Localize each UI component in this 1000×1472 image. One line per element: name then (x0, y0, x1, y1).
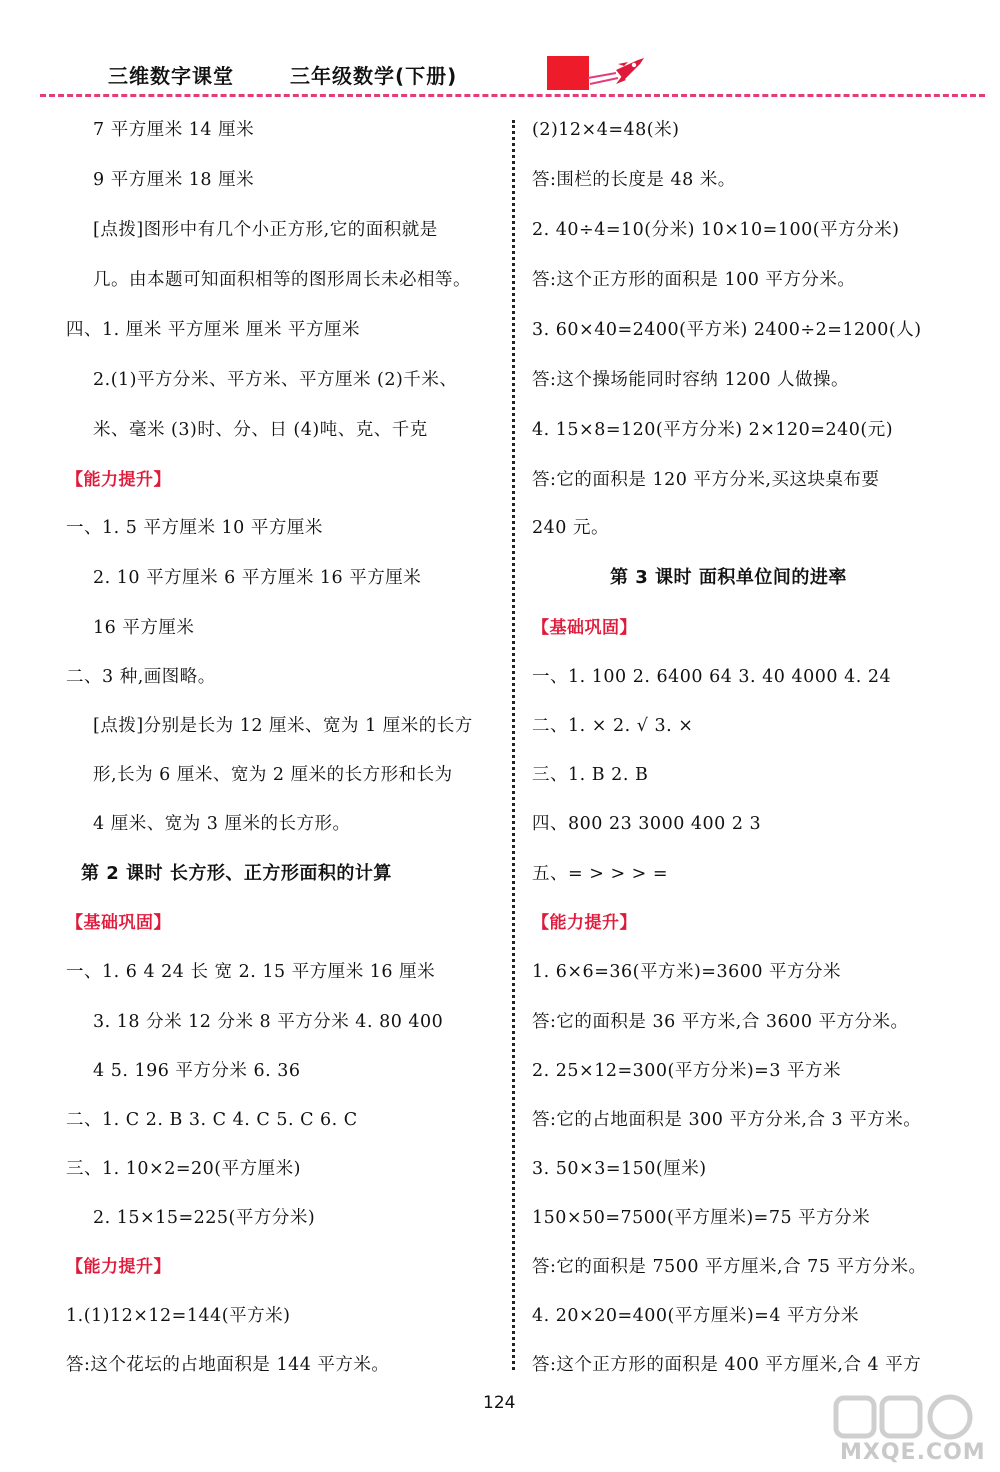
lesson-title: 第 3 课时 面积单位间的进率 (610, 567, 847, 588)
answer-line: 4. 20×20=400(平方厘米)=4 平方分米 (532, 1306, 860, 1326)
answer-line: 150×50=7500(平方厘米)=75 平方分米 (532, 1208, 871, 1228)
answer-line: 7 平方厘米 14 厘米 (93, 120, 255, 140)
answer-line: 3. 60×40=2400(平方米) 2400÷2=1200(人) (532, 320, 922, 340)
header-divider (40, 94, 985, 97)
answer-line: [点拨]图形中有几个小正方形,它的面积就是 (93, 220, 438, 240)
answer-line: 1. 6×6=36(平方米)=3600 平方分米 (532, 962, 842, 982)
answer-line: 4 5. 196 平方分米 6. 36 (93, 1061, 301, 1081)
answer-line: 形,长为 6 厘米、宽为 2 厘米的长方形和长为 (93, 765, 453, 785)
series-title: 三维数字课堂 (108, 64, 234, 88)
answer-line: 答:它的面积是 120 平方分米,买这块桌布要 (532, 470, 880, 490)
section-tag: 【基础巩固】 (532, 618, 637, 638)
answer-line: 一、1. 5 平方厘米 10 平方厘米 (66, 518, 323, 538)
column-divider (512, 120, 515, 1370)
answer-line: 16 平方厘米 (93, 618, 195, 638)
section-tag: 【能力提升】 (66, 470, 171, 490)
answer-line: 答:它的面积是 36 平方米,合 3600 平方分米。 (532, 1012, 909, 1032)
answer-line: 四、800 23 3000 400 2 3 (532, 814, 762, 834)
page-header (0, 0, 1000, 100)
answer-line: 一、1. 6 4 24 长 宽 2. 15 平方厘米 16 厘米 (66, 962, 436, 982)
answer-line: 答:这个正方形的面积是 100 平方分米。 (532, 270, 856, 290)
answer-line: 二、1. C 2. B 3. C 4. C 5. C 6. C (66, 1110, 358, 1130)
answer-line: 几。由本题可知面积相等的图形周长未必相等。 (93, 270, 471, 290)
answer-line: 五、= > > > = (532, 864, 669, 884)
answer-line: 2. 25×12=300(平方分米)=3 平方米 (532, 1061, 842, 1081)
answer-line: 二、3 种,画图略。 (66, 667, 216, 687)
page-number: 124 (483, 1393, 516, 1413)
section-tag: 【能力提升】 (532, 913, 637, 933)
answer-line: 答:它的占地面积是 300 平方分米,合 3 平方米。 (532, 1110, 922, 1130)
answer-line: 答:这个操场能同时容纳 1200 人做操。 (532, 370, 850, 390)
answer-line: 9 平方厘米 18 厘米 (93, 170, 255, 190)
answer-line: 三、1. 10×2=20(平方厘米) (66, 1159, 301, 1179)
answer-line: 4. 15×8=120(平方分米) 2×120=240(元) (532, 420, 894, 440)
answer-line: 一、1. 100 2. 6400 64 3. 40 4000 4. 24 (532, 667, 892, 687)
answer-line: 2. 15×15=225(平方分米) (93, 1208, 316, 1228)
answer-line: 1.(1)12×12=144(平方米) (66, 1306, 291, 1326)
answer-line: 2.(1)平方分米、平方米、平方厘米 (2)千米、 (93, 370, 458, 390)
answer-line: 米、毫米 (3)时、分、日 (4)吨、克、千克 (93, 420, 428, 440)
answer-line: 4 厘米、宽为 3 厘米的长方形。 (93, 814, 351, 834)
book-title: 三年级数学(下册) (290, 64, 458, 88)
answer-line: 答:围栏的长度是 48 米。 (532, 170, 736, 190)
answer-line: 三、1. B 2. B (532, 765, 649, 785)
answer-line: 二、1. × 2. √ 3. × (532, 716, 694, 736)
answer-line: 答:这个花坛的占地面积是 144 平方米。 (66, 1355, 390, 1375)
answer-line: 2. 10 平方厘米 6 平方厘米 16 平方厘米 (93, 568, 422, 588)
red-header-block (547, 56, 589, 90)
answer-line: 3. 18 分米 12 分米 8 平方分米 4. 80 400 (93, 1012, 444, 1032)
answer-line: 240 元。 (532, 518, 609, 538)
answer-line: [点拨]分别是长为 12 厘米、宽为 1 厘米的长方 (93, 716, 473, 736)
watermark-text: MXQE.COM (840, 1440, 986, 1465)
lesson-title: 第 2 课时 长方形、正方形面积的计算 (81, 863, 392, 884)
answer-line: 2. 40÷4=10(分米) 10×10=100(平方分米) (532, 220, 900, 240)
answer-line: 3. 50×3=150(厘米) (532, 1159, 707, 1179)
answer-line: 答:这个正方形的面积是 400 平方厘米,合 4 平方 (532, 1355, 922, 1375)
answer-line: 答:它的面积是 7500 平方厘米,合 75 平方分米。 (532, 1257, 927, 1277)
section-tag: 【能力提升】 (66, 1257, 171, 1277)
section-tag: 【基础巩固】 (66, 913, 171, 933)
answer-line: (2)12×4=48(米) (532, 120, 680, 140)
rocket-icon (586, 54, 648, 88)
answer-line: 四、1. 厘米 平方厘米 厘米 平方厘米 (66, 320, 360, 340)
